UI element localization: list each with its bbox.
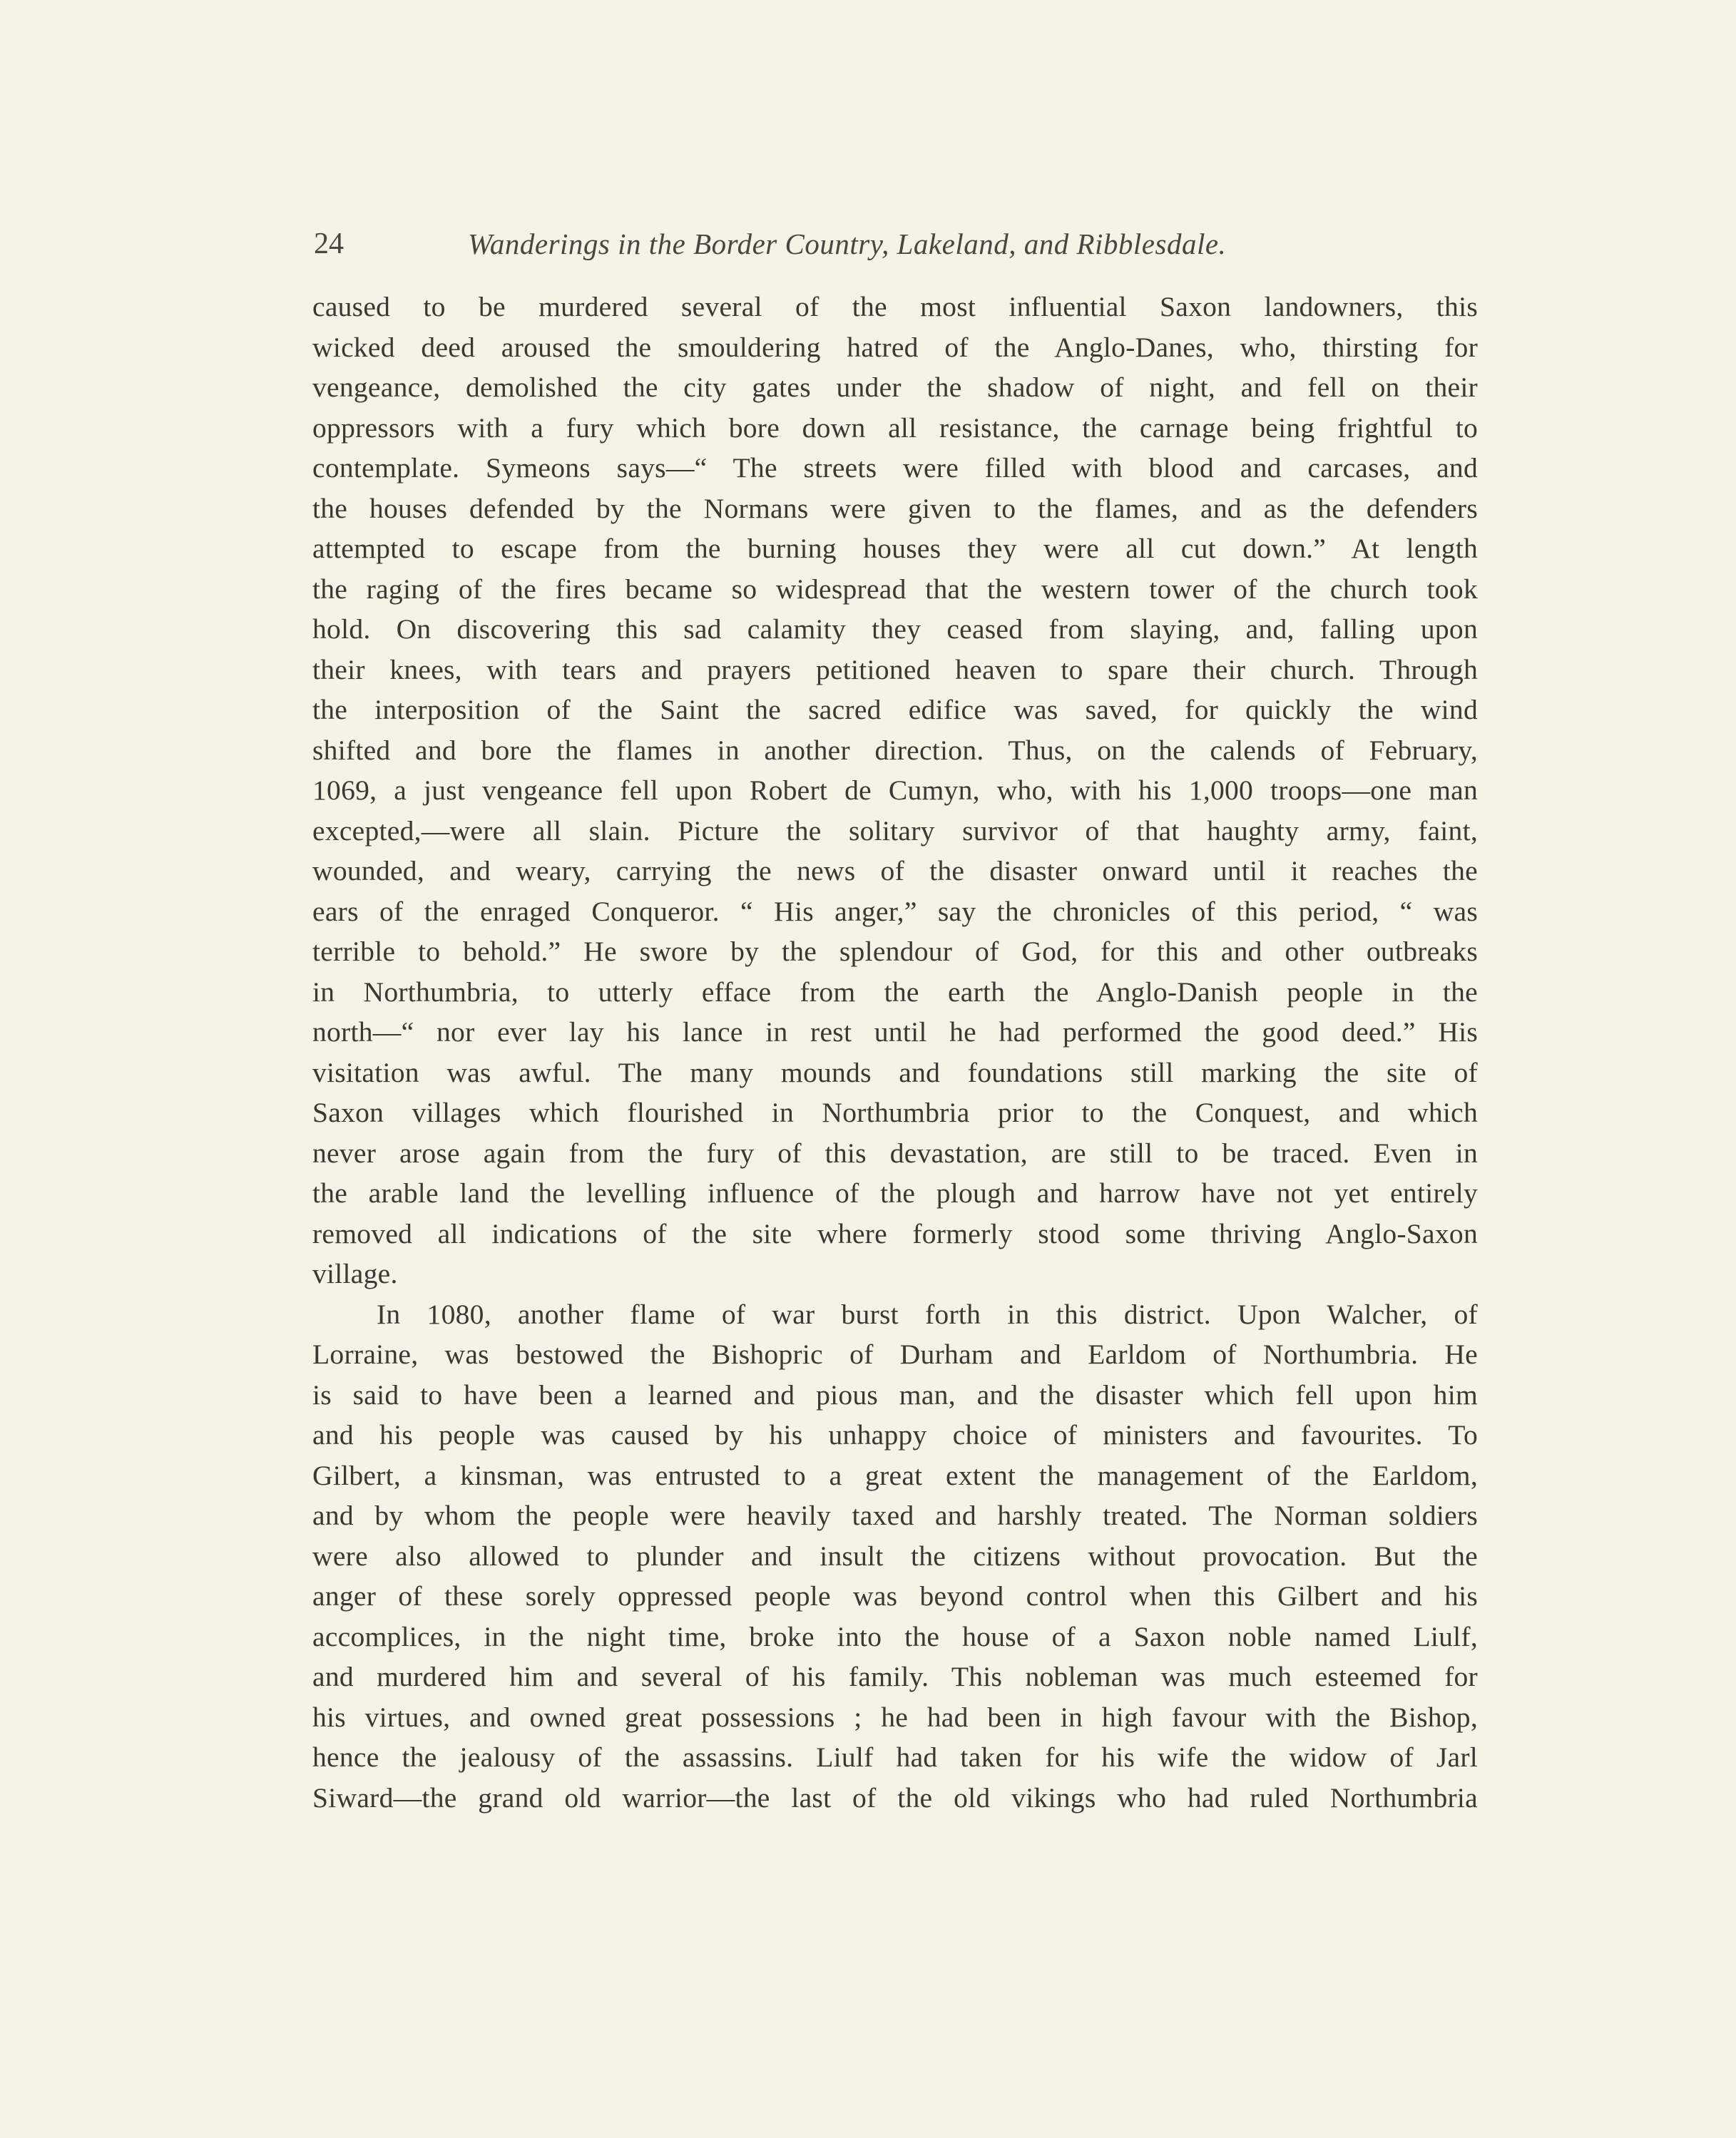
- text-line: wounded, and weary, carrying the news of the disaster onward until it reaches the: [312, 855, 1478, 886]
- page-number: 24: [314, 227, 344, 260]
- text-line: shifted and bore the flames in another direction. Thus, on the calends of February,: [312, 734, 1478, 766]
- text-line: and by whom the people were heavily taxed and harshly treated. The Norman soldiers: [312, 1500, 1478, 1531]
- paragraph-2: [312, 1294, 1478, 1819]
- text-line: Siward—the grand old warrior—the last of the old vikings who had ruled Northumbria: [312, 1781, 1478, 1814]
- text-line: the arable land the levelling influence of the plough and harrow have not yet entirely: [312, 1177, 1478, 1209]
- text-line: contemplate. Symeons says—“ The streets were filled with blood and carcases, and: [312, 452, 1478, 484]
- text-line: in Northumbria, to utterly efface from the earth the Anglo-Danish people in the: [312, 976, 1478, 1008]
- text-line: were also allowed to plunder and insult the citizens without provocation. But the: [312, 1540, 1478, 1572]
- text-line: and murdered him and several of his family. This nobleman was much esteemed for: [312, 1661, 1478, 1692]
- text-line: their knees, with tears and prayers petitioned heaven to spare their church. Through: [312, 653, 1478, 685]
- text-line: his virtues, and owned great possessions ; he had been in high favour with the Bishop,: [312, 1701, 1478, 1733]
- text-line: Lorraine, was bestowed the Bishopric of Durham and Earldom of Northumbria. He: [312, 1339, 1478, 1370]
- text-line: accomplices, in the night time, broke into the house of a Saxon noble named Liulf,: [312, 1620, 1478, 1652]
- text-line: and his people was caused by his unhappy choice of ministers and favourites. To: [312, 1419, 1478, 1451]
- text-line: excepted,—were all slain. Picture the solitary survivor of that haughty army, faint,: [312, 814, 1478, 846]
- text-line: village.: [312, 1258, 398, 1289]
- text-line: never arose again from the fury of this devastation, are still to be traced. Even in: [312, 1137, 1478, 1169]
- text-line: hold. On discovering this sad calamity they ceased from slaying, and, falling upon: [312, 613, 1478, 645]
- text-line: In 1080, another flame of war burst forth in this district. Upon Walcher, of: [377, 1298, 1478, 1330]
- text-line: removed all indications of the site where formerly stood some thriving Anglo-Saxon: [312, 1217, 1478, 1249]
- text-line: visitation was awful. The many mounds and foundations still marking the site of: [312, 1056, 1478, 1088]
- text-line: vengeance, demolished the city gates under the shadow of night, and fell on their: [312, 372, 1478, 403]
- text-line: Saxon villages which flourished in Northumbria prior to the Conquest, and which: [312, 1097, 1478, 1128]
- text-line: north—“ nor ever lay his lance in rest until he had performed the good deed.” His: [312, 1016, 1478, 1048]
- text-line: terrible to behold.” He swore by the splendour of God, for this and other outbreaks: [312, 936, 1478, 967]
- body-text: [312, 287, 1478, 1818]
- text-line: Gilbert, a kinsman, was entrusted to a great extent the management of the Earldom,: [312, 1459, 1478, 1491]
- text-line: 1069, a just vengeance fell upon Robert de Cumyn, who, with his 1,000 troops—one man: [312, 774, 1478, 806]
- text-line: the raging of the fires became so widespread that the western tower of the church took: [312, 573, 1478, 605]
- text-line: the interposition of the Saint the sacred edifice was saved, for quickly the wind: [312, 694, 1478, 725]
- text-line: anger of these sorely oppressed people was beyond control when this Gilbert and his: [312, 1580, 1478, 1612]
- text-line: hence the jealousy of the assassins. Liulf had taken for his wife the widow of Jarl: [312, 1741, 1478, 1773]
- text-line: is said to have been a learned and pious man, and the disaster which fell upon him: [312, 1379, 1478, 1411]
- running-title: Wanderings in the Border Country, Lakeland, and Ribblesdale.: [468, 227, 1227, 260]
- text-line: attempted to escape from the burning houses they were all cut down.” At length: [312, 533, 1478, 564]
- text-line: oppressors with a fury which bore down all resistance, the carnage being frightful to: [312, 411, 1478, 444]
- text-line: caused to be murdered several of the most influential Saxon landowners, this: [312, 291, 1478, 322]
- paragraph-1: [312, 287, 1478, 1294]
- text-line: ears of the enraged Conqueror. “ His anger,” say the chronicles of this period, “ was: [312, 895, 1478, 927]
- text-line: the houses defended by the Normans were given to the flames, and as the defenders: [312, 492, 1478, 524]
- text-line: wicked deed aroused the smouldering hatred of the Anglo-Danes, who, thirsting for: [312, 331, 1478, 363]
- running-head: [314, 223, 1484, 265]
